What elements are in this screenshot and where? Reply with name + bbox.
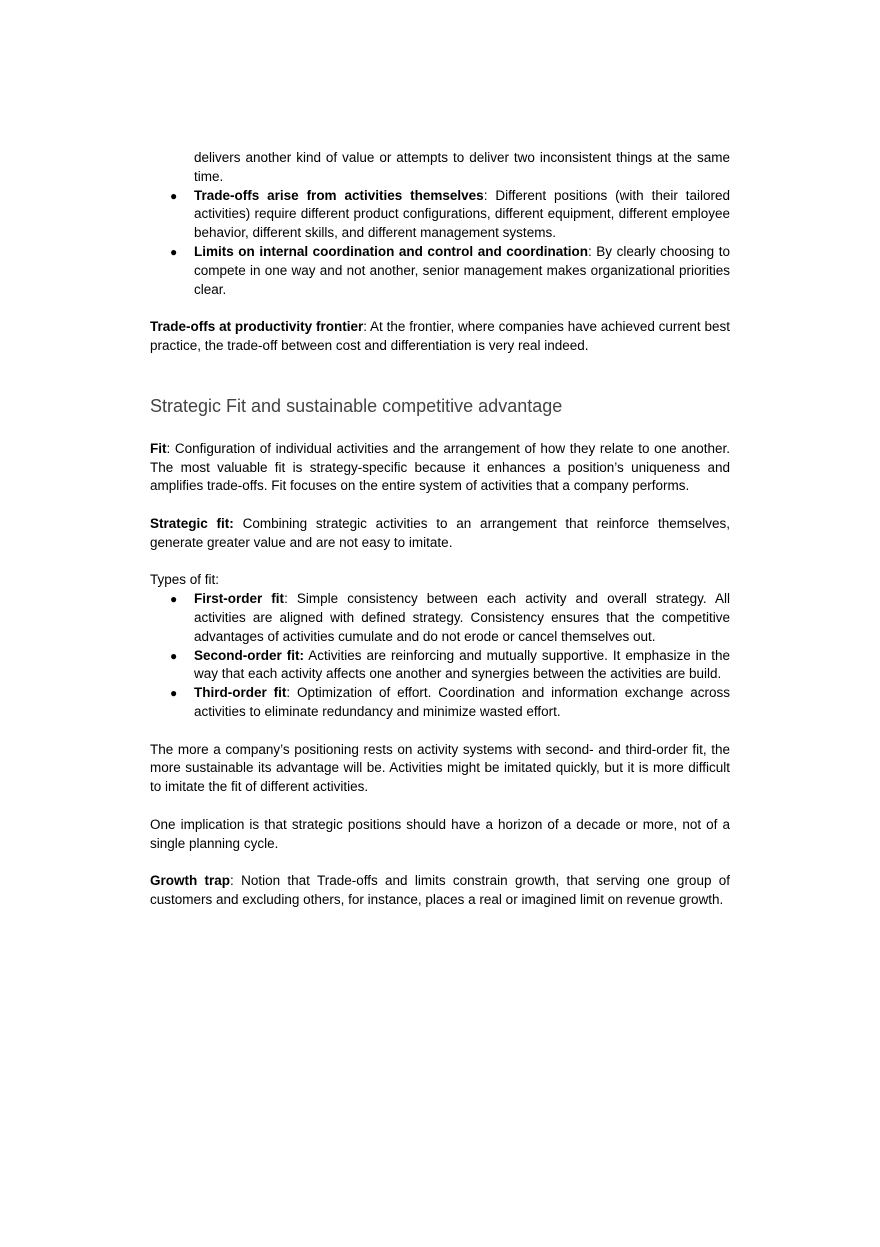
definition: Different positions (with their tailored activities) require different product configurations, different equipment, different employee behavior, different skills, and different management systems. — [194, 187, 731, 241]
term: Limits on internal coordination and control and coordination — [194, 243, 588, 259]
implication-paragraph: One implication is that strategic positions should have a horizon of a decade or more, not of a single planning cycle. — [150, 816, 730, 851]
section-heading: Strategic Fit and sustainable competitive advantage — [150, 395, 563, 416]
term: First-order fit — [194, 591, 285, 607]
term: Fit — [150, 440, 167, 456]
document-page — [150, 149, 730, 910]
definition: At the frontier, where companies have achieved current best practice, the trade-off between cost and differentiation is very real indeed. — [150, 319, 730, 353]
term: Growth trap — [150, 873, 231, 889]
list-item — [150, 647, 730, 685]
list-item: ● First-order fit: Simple consistency between each activity and overall strategy. All activities are aligned with defined strategy. Consistency ensures that the competitive advantages of activities cumulate and do not erode or cancel themselves out. — [170, 591, 730, 644]
term: Second-order fit: — [194, 647, 305, 663]
term: Trade-offs arise from activities themselves — [194, 187, 484, 203]
list-item: ● Third-order fit: Optimization of effort. Coordination and information exchange across activities to eliminate redundancy and minimize wasted effort. — [170, 685, 730, 719]
productivity-frontier-paragraph: Trade-offs at productivity frontier: At the frontier, where companies have achieved current best practice, the trade-off between cost and differentiation is very real indeed. — [150, 319, 730, 353]
term: Strategic fit: — [150, 515, 234, 531]
definition: Activities are reinforcing and mutually supportive. It emphasize in the way that each activity affects one another and synergies between the activities are build. — [194, 647, 730, 682]
list-item: ● Limits on internal coordination and control and coordination: By clearly choosing to compete in one way and not another, senior management makes organizational priorities clear. — [170, 243, 730, 297]
strategic-fit-paragraph — [150, 515, 730, 553]
definition: Combining strategic activities to an arrangement that reinforce themselves, generate greater value and are not easy to imitate. — [150, 515, 731, 550]
tradeoff-list — [150, 187, 730, 300]
definition: Simple consistency between each activity and overall strategy. All activities are aligned with defined strategy. Consistency ensures that the competitive advantages of activities cumulate and do not erode or cancel themselves out. — [194, 591, 730, 644]
term: Trade-offs at productivity frontier — [150, 319, 364, 335]
definition: Configuration of individual activities and the arrangement of how they relate to one another. The most valuable fit is strategy-specific because it enhances a position’s uniqueness and amplifies trade-offs. Fit focuses on the entire system of activities that a company performs. — [150, 440, 730, 494]
bullet-icon: ● — [170, 244, 178, 259]
continuation-paragraph: delivers another kind of value or attempts to deliver two inconsistent things at the same time. — [194, 150, 730, 184]
bullet-icon: ● — [170, 592, 178, 607]
growth-trap-paragraph: Growth trap: Notion that Trade-offs and limits constrain growth, that serving one group of customers and excluding others, for instance, places a real or imagined limit on revenue growth. — [150, 873, 731, 907]
fit-paragraph: Fit: Configuration of individual activities and the arrangement of how they relate to one another. The most valuable fit is strategy-specific because it enhances a position’s uniqueness and amplifies trade-offs. Fit focuses on the entire system of activities that a company performs. — [150, 440, 730, 494]
definition: By clearly choosing to compete in one way and not another, senior management makes organizational priorities clear. — [194, 243, 730, 297]
types-intro: Types of fit: — [150, 572, 220, 588]
definition: Notion that Trade-offs and limits constrain growth, that serving one group of customers and excluding others, for instance, places a real or imagined limit on revenue growth. — [150, 873, 731, 907]
bullet-icon: ● — [170, 648, 178, 663]
bullet-icon: ● — [170, 188, 178, 203]
list-item: ● Trade-offs arise from activities themselves: Different positions (with their tailored activities) require different product configurations, different equipment, different employee behavior, different skills, and different management systems. — [170, 187, 731, 241]
bullet-icon: ● — [170, 686, 178, 701]
term: Third-order fit — [194, 685, 287, 701]
definition: Optimization of effort. Coordination and information exchange across activities to eliminate redundancy and minimize wasted effort. — [194, 685, 730, 719]
sustainability-paragraph: The more a company’s positioning rests on activity systems with second- and third-order fit, the more sustainable its advantage will be. Activities might be imitated quickly, but it is more difficult to imitate the fit of different activities. — [150, 741, 730, 795]
fit-types-list — [150, 590, 730, 722]
